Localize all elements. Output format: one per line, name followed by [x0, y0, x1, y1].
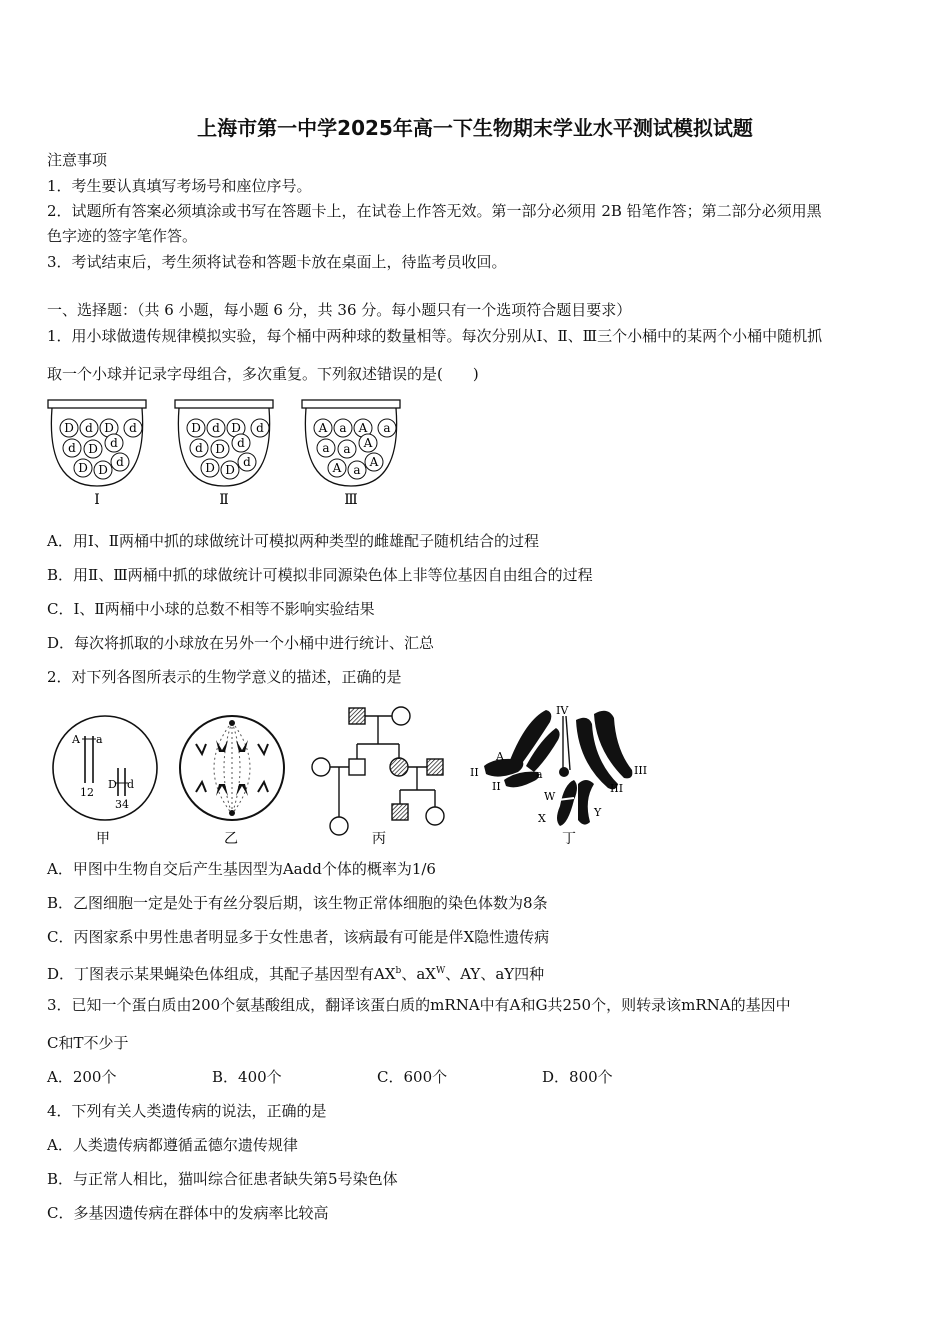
- notice-item: 3．考试结束后，考生须将试卷和答题卡放在桌面上，待监考员收回。: [47, 253, 507, 271]
- bucket-label: Ⅲ: [344, 492, 358, 508]
- bucket-rim: [175, 400, 273, 408]
- figure-caption: 乙: [224, 831, 238, 847]
- notice-item: 1．考生要认真填写考场号和座位序号。: [47, 177, 312, 195]
- bucket-rim: [302, 400, 400, 408]
- ball-label: d: [256, 421, 264, 435]
- question-2-option-d: [47, 961, 544, 984]
- ball-label: a: [353, 463, 361, 477]
- bucket: [175, 400, 273, 508]
- ball-label: A: [363, 436, 373, 450]
- ball-label: A: [318, 421, 328, 435]
- figure-ding: [466, 700, 666, 848]
- bucket: [48, 400, 146, 508]
- ball-label: d: [110, 436, 118, 450]
- ball-label: D: [104, 421, 114, 435]
- ball-label: D: [88, 442, 98, 456]
- bucket-label: Ⅰ: [94, 492, 100, 508]
- ball-label: d: [212, 421, 220, 435]
- ball-label: d: [243, 455, 251, 469]
- ball-label: d: [68, 441, 76, 455]
- question-3-option-c: C．600个: [377, 1068, 448, 1086]
- gene-label: A: [496, 750, 504, 763]
- question-2-stem: 2．对下列各图所表示的生物学意义的描述，正确的是: [47, 668, 402, 686]
- ball-label: D: [191, 421, 201, 435]
- gene-label: W: [544, 790, 556, 803]
- notice-item: 2．试题所有答案必须填涂或书写在答题卡上，在试卷上作答无效。第一部分必须用 2B 铅笔作答；第二部分必须用黑: [47, 202, 822, 220]
- superscript: b: [395, 966, 402, 976]
- chromosome-label: Y: [594, 806, 602, 819]
- notice-heading: 注意事项: [47, 151, 108, 169]
- question-3-stem: C和T不少于: [47, 1034, 129, 1052]
- question-2-option-a: A．甲图中生物自交后产生基因型为Aadd个体的概率为1/6: [47, 860, 436, 878]
- chromosome-number: 12: [80, 786, 94, 799]
- ball-label: A: [369, 455, 379, 469]
- option-text: 、AY、aY四种: [445, 965, 545, 983]
- ball-label: a: [343, 442, 351, 456]
- ball-label: A: [332, 461, 342, 475]
- figure-caption: 丙: [372, 831, 386, 847]
- figure-caption: 丁: [562, 831, 576, 847]
- question-1-option-c: C．Ⅰ、Ⅱ两桶中小球的总数不相等不影响实验结果: [47, 600, 375, 618]
- question-4-option-c: C．多基因遗传病在群体中的发病率比较高: [47, 1204, 329, 1222]
- question-3-stem: 3．已知一个蛋白质由200个氨基酸组成，翻译该蛋白质的mRNA中有A和G共250个，则转录该mRNA的基因中: [47, 996, 791, 1014]
- question-2-option-c: C．丙图家系中男性患者明显多于女性患者，该病最有可能是伴X隐性遗传病: [47, 928, 550, 946]
- ball-label: D: [231, 421, 241, 435]
- question-2-option-b: B．乙图细胞一定是处于有丝分裂后期，该生物正常体细胞的染色体数为8条: [47, 894, 548, 912]
- ball-label: d: [129, 421, 137, 435]
- question-1-stem: 1．用小球做遗传规律模拟实验，每个桶中两种球的数量相等。每次分别从Ⅰ、Ⅱ、Ⅲ三个小桶中的某两个小桶中随机抓: [47, 327, 823, 345]
- question-4-stem: 4．下列有关人类遗传病的说法，正确的是: [47, 1102, 327, 1120]
- gene-label: D: [108, 778, 117, 791]
- ball-label: D: [98, 463, 108, 477]
- chromosome-label: III: [634, 764, 648, 777]
- option-text: D．丁图表示某果蝇染色体组成，其配子基因型有AX: [47, 965, 396, 983]
- figure-yi: [176, 708, 288, 848]
- gene-label: A: [72, 733, 80, 746]
- question-4-option-a: A．人类遗传病都遵循孟德尔遗传规律: [47, 1136, 298, 1154]
- superscript: W: [435, 966, 446, 976]
- ball-label: a: [383, 421, 391, 435]
- chromosome-label: II: [470, 766, 479, 779]
- bucket: [302, 400, 400, 508]
- bucket-figure: [44, 396, 414, 510]
- gene-label: a: [96, 733, 103, 746]
- ball-label: a: [339, 421, 347, 435]
- question-3-option-a: A．200个: [47, 1068, 117, 1086]
- ball-label: d: [85, 421, 93, 435]
- ball-label: D: [225, 463, 235, 477]
- page-title: 上海市第一中学2025年高一下生物期末学业水平测试模拟试题: [197, 116, 753, 140]
- gene-label: a: [536, 768, 543, 781]
- option-text: 、aX: [401, 965, 436, 983]
- figure-bing: [305, 702, 455, 848]
- ball-label: d: [237, 436, 245, 450]
- ball-label: d: [195, 441, 203, 455]
- question-1-option-d: D．每次将抓取的小球放在另外一个小桶中进行统计、汇总: [47, 634, 435, 652]
- ball-label: D: [205, 461, 215, 475]
- chromosome-label: X: [538, 812, 546, 825]
- bucket-label: Ⅱ: [219, 492, 229, 508]
- question-4-option-b: B．与正常人相比，猫叫综合征患者缺失第5号染色体: [47, 1170, 398, 1188]
- figure-jia: [50, 708, 162, 848]
- chromosome-label: IV: [556, 704, 569, 717]
- question-1-option-b: B．用Ⅱ、Ⅲ两桶中抓的球做统计可模拟非同源染色体上非等位基因自由组合的过程: [47, 566, 593, 584]
- ball-label: a: [322, 441, 330, 455]
- question-3-option-d: D．800个: [542, 1068, 613, 1086]
- ball-label: D: [78, 461, 88, 475]
- question-1-option-a: A．用Ⅰ、Ⅱ两桶中抓的球做统计可模拟两种类型的雌雄配子随机结合的过程: [47, 532, 539, 550]
- chromosome-label: II: [492, 780, 501, 793]
- section-heading: 一、选择题：（共 6 小题，每小题 6 分，共 36 分。每小题只有一个选项符合题目要求）: [47, 301, 632, 319]
- question-1-stem: 取一个小球并记录字母组合，多次重复。下列叙述错误的是( ): [47, 365, 479, 383]
- bucket-rim: [48, 400, 146, 408]
- gene-label: d: [127, 778, 135, 791]
- ball-label: D: [215, 442, 225, 456]
- question-3-option-b: B．400个: [212, 1068, 282, 1086]
- ball-label: D: [64, 421, 74, 435]
- chromosome-label: III: [610, 782, 624, 795]
- notice-item: 色字迹的签字笔作答。: [47, 227, 198, 245]
- ball-label: d: [116, 455, 124, 469]
- figure-caption: 甲: [96, 831, 110, 847]
- ball-label: A: [358, 421, 368, 435]
- chromosome-number: 34: [115, 798, 129, 811]
